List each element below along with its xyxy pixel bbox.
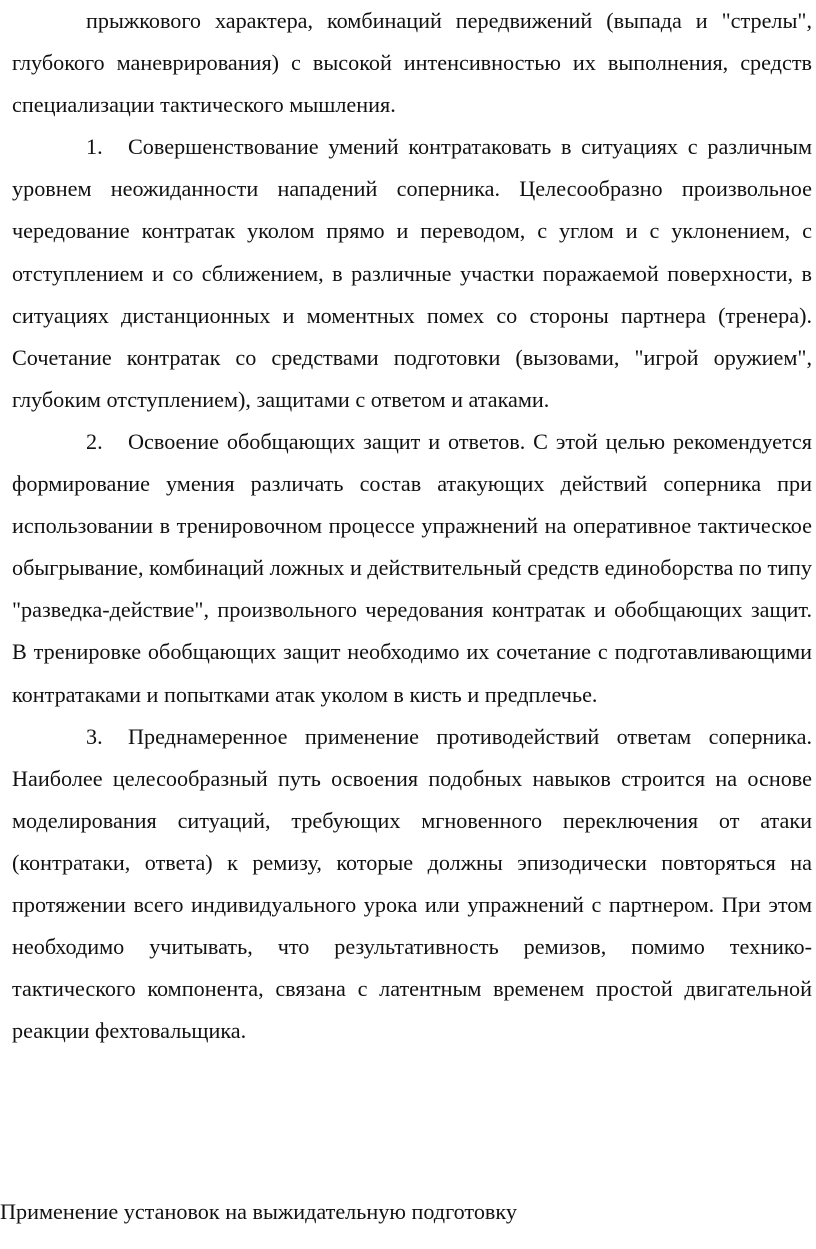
list-item-2-number: 2. [86,428,103,454]
document-body [12,0,812,1052]
list-item-1-number: 1. [86,134,103,160]
intro-paragraph: прыжкового характера, комбинаций передвижений (выпада и "стрелы", глубокого маневрирования) с высокой интенсивностью их выполнения, средств специализации тактического мышления. [12,8,812,118]
list-item-3 [12,716,812,1053]
list-item-2 [12,421,812,716]
list-item-1 [12,126,812,421]
section-heading: Применение установок на выжидательную подготовку [0,1199,517,1224]
list-item-3-number: 3. [86,723,103,749]
list-item-3-text: Преднамеренное применение противодействий ответам соперника. Наиболее целесообразный путь освоения подобных навыков строится на основе моделирования ситуаций, требующих мгновенного переключения от атаки (контратаки, ответа) к ремизу, которые должны эпизодически повторяться на протяжении всего индивидуального урока или упражнений с партнером. При этом необходимо учитывать, что результативность ремизов, помимо технико-тактического компонента, связана с латентным временем простой двигательной реакции фехтовальщика. [12,723,812,1044]
list-item-2-text: Освоение обобщающих защит и ответов. С этой целью рекомендуется формирование умения различать состав атакующих действий соперника при использовании в тренировочном процессе упражнений на оперативное тактическое обыгрывание, комбинаций ложных и действительный средств единоборства по типу "разведка-действие", произвольного чередования контратак и обобщающих защит. В тренировке обобщающих защит необходимо их сочетание с подготавливающими контратаками и попытками атак уколом в кисть и предплечье. [12,428,812,707]
list-item-1-text: Совершенствование умений контратаковать в ситуациях с различным уровнем неожиданности нападений соперника. Целесообразно произвольное чередование контратак уколом прямо и переводом, с углом и с уклонением, с отступлением и со сближением, в различные участки поражаемой поверхности, в ситуациях дистанционных и моментных помех со стороны партнера (тренера). Сочетание контратак со средствами подготовки (вызовами, "игрой оружием", глубоким отступлением), защитами с ответом и атаками. [12,134,812,412]
